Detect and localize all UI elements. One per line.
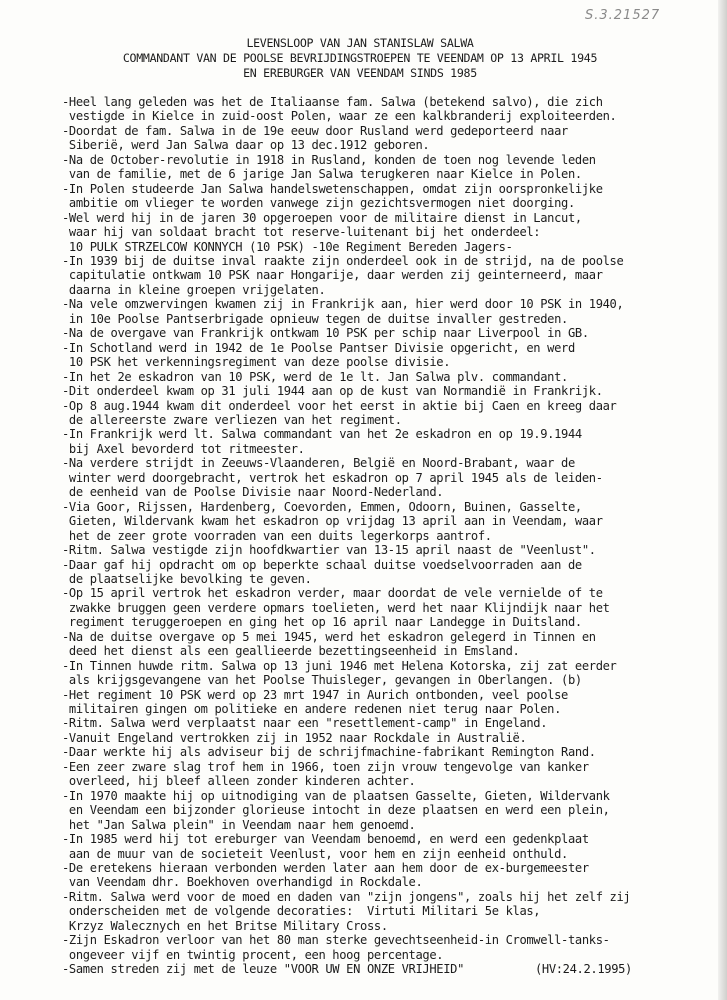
paragraph (62, 789, 662, 832)
paragraph (62, 341, 662, 370)
header-title: LEVENSLOOP VAN JAN STANISLAW SALWA (246, 36, 474, 50)
closing-paragraph (62, 962, 662, 976)
text-line: -Zijn Eskadron verloor van het 80 man sterke gevechtseenheid-in Cromwell-tanks- (62, 933, 610, 948)
text-line: -Het regiment 10 PSK werd op 23 mrt 1947 in Aurich ontbonden, veel poolse (62, 687, 568, 702)
paragraph (62, 153, 662, 182)
paragraph (62, 211, 662, 254)
text-line: -Via Goor, Rijssen, Hardenberg, Coevorden, Emmen, Odoorn, Buinen, Gasselte, (62, 499, 582, 514)
text-line: daarna in kleine groepen vrijgelaten. (62, 282, 326, 297)
text-line: -Na de overgave van Frankrijk ontkwam 10 PSK per schip naar Liverpool in GB. (62, 326, 589, 341)
text-line: -Ritm. Salwa werd voor de moed en daden van "zijn jongens", zoals hij het zelf zij (62, 889, 631, 904)
paragraph (62, 370, 662, 384)
document-header (60, 36, 660, 81)
text-line: en Veendam een bijzonder glorieuse intocht in deze plaatsen en werd een plein, (62, 803, 610, 818)
text-line: -Na vele omzwervingen kwamen zij in Frankrijk aan, hier werd door 10 PSK in 1940, (62, 297, 624, 312)
archive-code: S.3.21527 (585, 8, 661, 23)
text-line: ambitie om vlieger te worden vanwege zijn gezichtsvermogen niet doorging. (62, 196, 575, 211)
paragraph (62, 716, 662, 730)
text-line: -Daar gaf hij opdracht om op beperkte schaal duitse voedselvoorraden aan de (62, 557, 582, 572)
paragraph (62, 586, 662, 629)
text-line: -In het 2e eskadron van 10 PSK, werd de 1e lt. Jan Salwa plv. commandant. (62, 369, 568, 384)
text-line: 10 PSK het verkenningsregiment van deze poolse divisie. (62, 355, 451, 370)
text-line: -Daar werkte hij als adviseur bij de schrijfmachine-fabrikant Remington Rand. (62, 745, 596, 760)
text-line: -Dit onderdeel kwam op 31 juli 1944 aan op de kust van Normandië in Frankrijk. (62, 384, 603, 399)
paragraph (62, 731, 662, 745)
paragraph (62, 297, 662, 326)
text-line: vestigde in Kielce in zuid-oost Polen, waar ze een kalkbranderij exploiteerden. (62, 109, 617, 124)
text-line: capitulatie ontkwam 10 PSK naar Hongarije, daar werden zij geinterneerd, maar (62, 268, 603, 283)
text-line: -Heel lang geleden was het de Italiaanse fam. Salwa (betekend salvo), die zich (62, 95, 603, 109)
paragraph (62, 832, 662, 861)
paragraph (62, 182, 662, 211)
text-line: in 10e Poolse Pantserbrigade opnieuw tegen de duitse invaller gestreden. (62, 311, 568, 326)
text-line: -Na de October-revolutie in 1918 in Rusland, konden de toen nog levende leden (62, 152, 596, 167)
text-line: -In Schotland werd in 1942 de 1e Poolse Pantser Divisie opgericht, en werd (62, 340, 575, 355)
page-edge-shadow (718, 0, 727, 1000)
text-line: -Ritm. Salwa vestigde zijn hoofdkwartier van 13-15 april naast de "Veenlust". (62, 543, 596, 558)
paragraph (62, 399, 662, 428)
paragraph (62, 456, 662, 499)
paragraph (62, 760, 662, 789)
text-line: aan de muur van de societeit Veenlust, voor hem en zijn eenheid onthuld. (62, 846, 568, 861)
paragraph (62, 543, 662, 557)
text-line: -In 1939 bij de duitse inval raakte zijn onderdeel ook in de strijd, na de poolse (62, 253, 624, 268)
text-line: regiment teruggeroepen en ging het op 16 april naar Landegge in Duitsland. (62, 615, 582, 630)
text-line: het "Jan Salwa plein" in Veendam naar hem genoemd. (62, 817, 416, 832)
text-line: -Op 8 aug.1944 kwam dit onderdeel voor het eerst in aktie bij Caen en kreeg daar (62, 398, 617, 413)
text-line: Krzyz Walecznych en het Britse Military Cross. (62, 918, 388, 933)
text-line: -Ritm. Salwa werd verplaatst naar een "resettlement-camp" in Engeland. (62, 716, 548, 731)
text-line: winter werd doorgebracht, vertrok het eskadron op 7 april 1945 als de leiden- (62, 470, 603, 485)
text-line: -Op 15 april vertrok het eskadron verder, maar doordat de vele vernielde of te (62, 586, 603, 601)
signature-date: (HV:24.2.1995) (534, 962, 632, 977)
text-line: de plaatselijke bevolking te geven. (62, 571, 312, 586)
text-line: -Wel werd hij in de jaren 30 opgeroepen voor de militaire dienst in Lancut, (62, 210, 582, 225)
paragraph (62, 326, 662, 340)
paragraph (62, 558, 662, 587)
text-line: -Vanuit Engeland vertrokken zij in 1952 naar Rockdale in Australië. (62, 730, 527, 745)
text-line: van Veendam dhr. Boekhoven overhandigd in Rockdale. (62, 875, 423, 890)
text-line: -In Tinnen huwde ritm. Salwa op 13 juni 1946 met Helena Kotorska, zij zat eerder (62, 658, 617, 673)
text-line: Gieten, Wildervank kwam het eskadron op vrijdag 13 april aan in Veendam, waar (62, 514, 603, 529)
text-line: bij Axel bevorderd tot ritmeester. (62, 441, 305, 456)
text-line: -Doordat de fam. Salwa in de 19e eeuw door Rusland werd gedeporteerd naar (62, 123, 568, 138)
paragraph (62, 933, 662, 962)
paragraph (62, 688, 662, 717)
paragraph (62, 500, 662, 543)
text-line: -Een zeer zware slag trof hem in 1966, toen zijn vrouw tengevolge van kanker (62, 759, 589, 774)
document-body (62, 95, 662, 977)
text-line: onderscheiden met de volgende decoraties: Virtuti Militari 5e klas, (62, 904, 541, 919)
text-line: zwakke bruggen geen verdere opmars toelieten, werd het naar Klijndijk naar het (62, 600, 610, 615)
text-line: -Na verdere strijdt in Zeeuws-Vlaanderen, België en Noord-Brabant, waar de (62, 456, 575, 471)
text-line: de eenheid van de Poolse Divisie naar Noord-Nederland. (62, 485, 444, 500)
header-subtitle: COMMANDANT VAN DE POOLSE BEVRIJDINGSTROEPEN TE VEENDAM OP 13 APRIL 1945 (122, 51, 598, 65)
paragraph (62, 124, 662, 153)
text-line: van de familie, met de 6 jarige Jan Salwa terugkeren naar Kielce in Polen. (62, 167, 582, 182)
text-line: Siberië, werd Jan Salwa daar op 13 dec.1912 geboren. (62, 138, 430, 153)
paragraph (62, 861, 662, 890)
paragraph (62, 95, 662, 124)
text-line: het de zeer grote voorraden van een duits legerkorps aantrof. (62, 528, 492, 543)
header-subtitle-2: EN EREBURGER VAN VEENDAM SINDS 1985 (243, 66, 477, 80)
text-line: ongeveer vijf en twintig procent, een hoog percentage. (62, 947, 444, 962)
text-line: -De eretekens hieraan verbonden werden later aan hem door de ex-burgemeester (62, 861, 589, 876)
paragraph (62, 630, 662, 659)
paragraph (62, 427, 662, 456)
text-line: -In Frankrijk werd lt. Salwa commandant van het 2e eskadron en op 19.9.1944 (62, 427, 582, 442)
text-line: 10 PULK STRZELCOW KONNYCH (10 PSK) -10e Regiment Bereden Jagers- (62, 239, 513, 254)
text-line: waar hij van soldaat bracht tot reserve-luitenant bij het onderdeel: (62, 225, 541, 240)
paragraph (62, 745, 662, 759)
text-line: deed het dienst als een geallieerde bezettingseenheid in Emsland. (62, 644, 520, 659)
text-line: de allereerste zware verliezen van het regiment. (62, 412, 402, 427)
text-line: -Na de duitse overgave op 5 mei 1945, werd het eskadron gelegerd in Tinnen en (62, 629, 596, 644)
text-line: -In Polen studeerde Jan Salwa handelswetenschappen, omdat zijn oorspronkelijke (62, 181, 603, 196)
text-line: -In 1970 maakte hij op uitnodiging van de plaatsen Gasselte, Gieten, Wildervank (62, 788, 610, 803)
text-line: -In 1985 werd hij tot ereburger van Veendam benoemd, en werd een gedenkplaat (62, 832, 589, 847)
text-line: militairen gingen om politieke en andere redenen niet terug naar Polen. (62, 702, 562, 717)
paragraph (62, 659, 662, 688)
paragraph (62, 254, 662, 297)
paragraph (62, 384, 662, 398)
closing-line: -Samen streden zij met de leuze "VOOR UW EN ONZE VRIJHEID" (62, 962, 465, 977)
paragraph (62, 890, 662, 933)
text-line: overleed, hij bleef alleen zonder kinderen achter. (62, 774, 416, 789)
text-line: als krijgsgevangene van het Poolse Thuisleger, gevangen in Oberlangen. (b) (62, 673, 582, 688)
